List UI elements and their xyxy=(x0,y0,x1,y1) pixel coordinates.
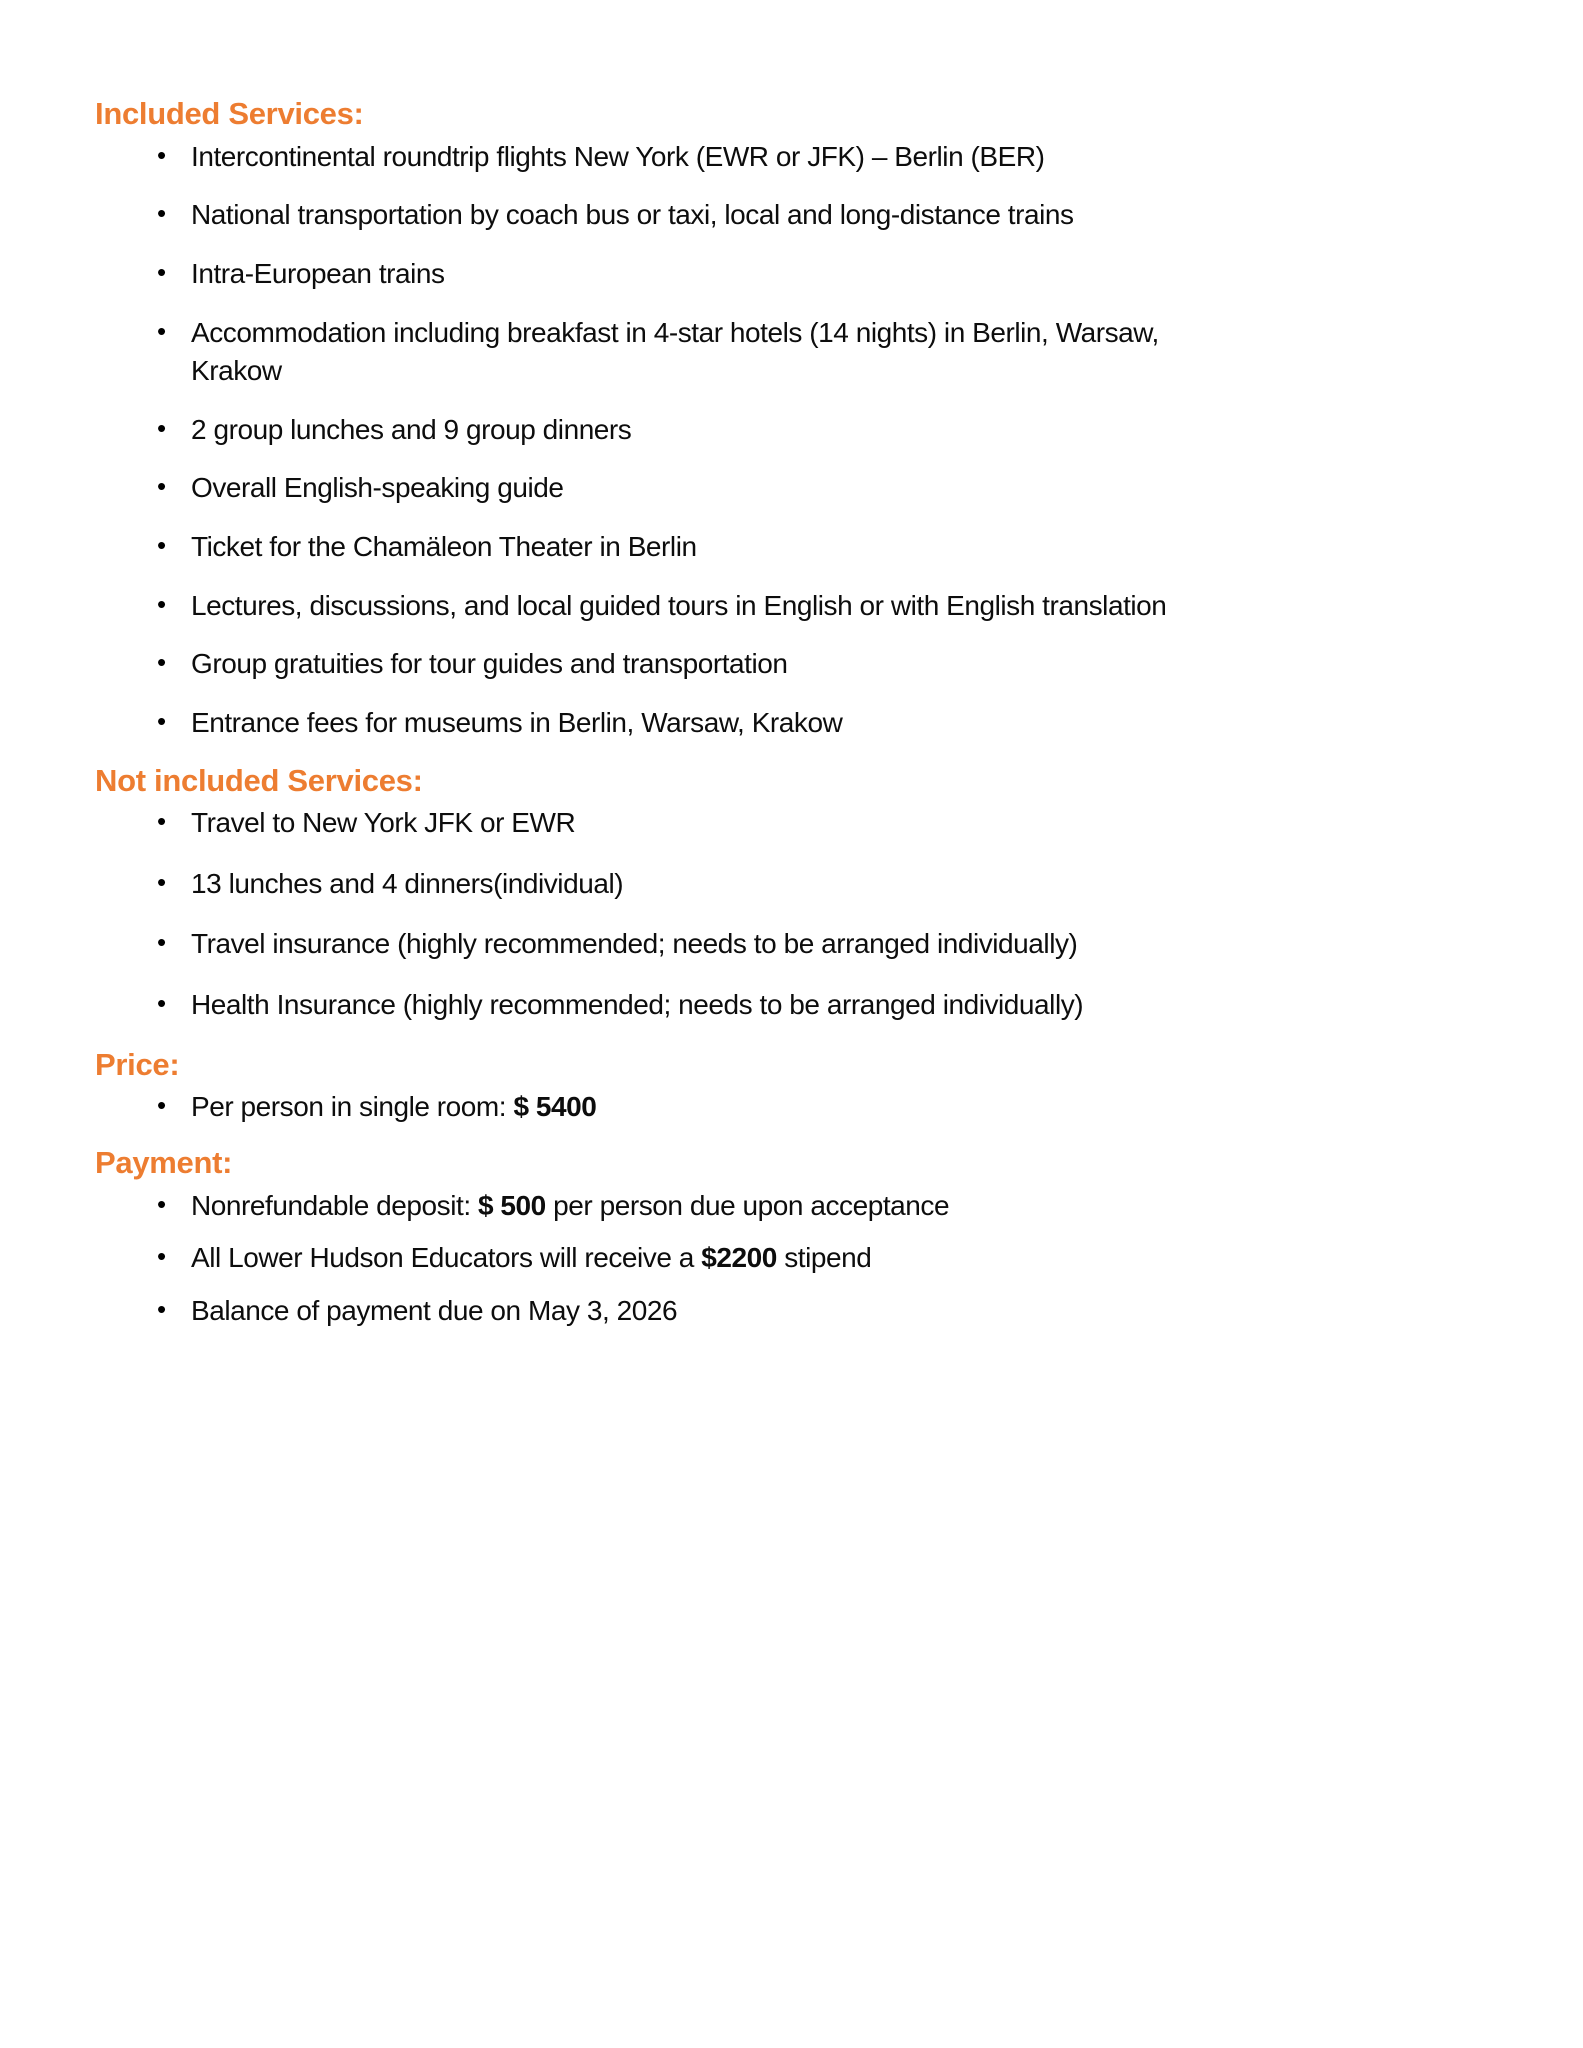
list-item xyxy=(95,255,1191,294)
list-item xyxy=(95,411,1191,450)
list-item-text: Ticket for the Chamäleon Theater in Berlin xyxy=(191,531,697,563)
list-item xyxy=(95,704,1191,743)
list-item-text: Balance of payment due on May 3, 2026 xyxy=(191,1294,678,1326)
list-item xyxy=(95,865,1191,904)
section-not-included-services xyxy=(95,763,1473,1025)
amount-value: $ 5400 xyxy=(513,1091,597,1123)
list-item xyxy=(95,1292,1191,1331)
section-payment xyxy=(95,1145,1473,1331)
list-item-text-lead: Per person in single room: xyxy=(191,1091,514,1123)
list-item-text: National transportation by coach bus or taxi, local and long-distance trains xyxy=(191,199,1074,231)
list-item-text: Travel insurance (highly recommended; needs to be arranged individually) xyxy=(191,928,1078,960)
bullet-list-not-included-services xyxy=(95,804,1473,1025)
bullet-point-icon: • xyxy=(157,315,166,346)
bullet-list-payment xyxy=(95,1187,1473,1331)
section-included-services xyxy=(95,96,1473,743)
list-item xyxy=(95,645,1191,684)
list-item-text-trail: per person due upon acceptance xyxy=(545,1189,950,1221)
bullet-point-icon: • xyxy=(157,412,166,443)
list-item-text: Intercontinental roundtrip flights New York (EWR or JFK) – Berlin (BER) xyxy=(191,140,1045,172)
list-item-text: Overall English-speaking guide xyxy=(191,472,564,504)
bullet-point-icon: • xyxy=(157,139,166,170)
list-item-text xyxy=(191,1091,596,1122)
bullet-point-icon: • xyxy=(157,530,166,561)
bullet-point-icon: • xyxy=(157,1241,166,1272)
list-item-text: Accommodation including breakfast in 4-star hotels (14 nights) in Berlin, Warsaw, Krakow xyxy=(191,316,1159,387)
list-item xyxy=(95,925,1191,964)
list-item xyxy=(95,469,1191,508)
amount-value: $2200 xyxy=(701,1242,777,1274)
bullet-point-icon: • xyxy=(157,588,166,619)
bullet-list-included-services xyxy=(95,138,1473,743)
bullet-point-icon: • xyxy=(157,806,166,837)
list-item-text-lead: Nonrefundable deposit: xyxy=(191,1189,478,1221)
section-heading-price: Price: xyxy=(95,1046,180,1082)
bullet-point-icon: • xyxy=(157,705,166,736)
bullet-point-icon: • xyxy=(157,1188,166,1219)
document-body xyxy=(95,96,1473,1330)
section-price xyxy=(95,1047,1473,1127)
list-item-text: 13 lunches and 4 dinners(individual) xyxy=(191,867,624,899)
list-item-text: Travel to New York JFK or EWR xyxy=(191,807,576,839)
bullet-point-icon: • xyxy=(157,927,166,958)
list-item xyxy=(95,138,1191,177)
list-item-text: Lectures, discussions, and local guided tours in English or with English translation xyxy=(191,589,1167,621)
list-item-text-lead: All Lower Hudson Educators will receive a xyxy=(191,1242,702,1274)
section-heading-not-included-services: Not included Services: xyxy=(95,762,423,798)
bullet-point-icon: • xyxy=(157,1293,166,1324)
list-item-text: Health Insurance (highly recommended; needs to be arranged individually) xyxy=(191,989,1084,1021)
list-item xyxy=(95,587,1191,626)
section-heading-included-services: Included Services: xyxy=(95,96,364,131)
list-item xyxy=(95,314,1191,391)
list-item xyxy=(95,528,1191,567)
list-item-text xyxy=(191,1190,949,1221)
list-item xyxy=(95,196,1191,235)
list-item-text: Entrance fees for museums in Berlin, Warsaw, Krakow xyxy=(191,706,843,738)
section-heading-payment: Payment: xyxy=(95,1144,233,1180)
bullet-list-price xyxy=(95,1088,1473,1127)
list-item-text xyxy=(191,1242,871,1273)
bullet-point-icon: • xyxy=(157,988,166,1019)
list-item-text: Intra-European trains xyxy=(191,257,445,289)
list-item xyxy=(95,1187,1191,1226)
list-item xyxy=(95,1088,1191,1127)
list-item xyxy=(95,986,1191,1025)
bullet-point-icon: • xyxy=(157,647,166,678)
list-item-text: Group gratuities for tour guides and transportation xyxy=(191,648,788,680)
bullet-point-icon: • xyxy=(157,866,166,897)
amount-value: $ 500 xyxy=(477,1189,546,1221)
bullet-point-icon: • xyxy=(157,471,166,502)
list-item-text: 2 group lunches and 9 group dinners xyxy=(191,413,632,445)
bullet-point-icon: • xyxy=(157,1090,166,1121)
bullet-point-icon: • xyxy=(157,198,166,229)
bullet-point-icon: • xyxy=(157,256,166,287)
list-item xyxy=(95,1239,1191,1278)
list-item-text-trail: stipend xyxy=(776,1242,872,1274)
list-item xyxy=(95,804,1191,843)
